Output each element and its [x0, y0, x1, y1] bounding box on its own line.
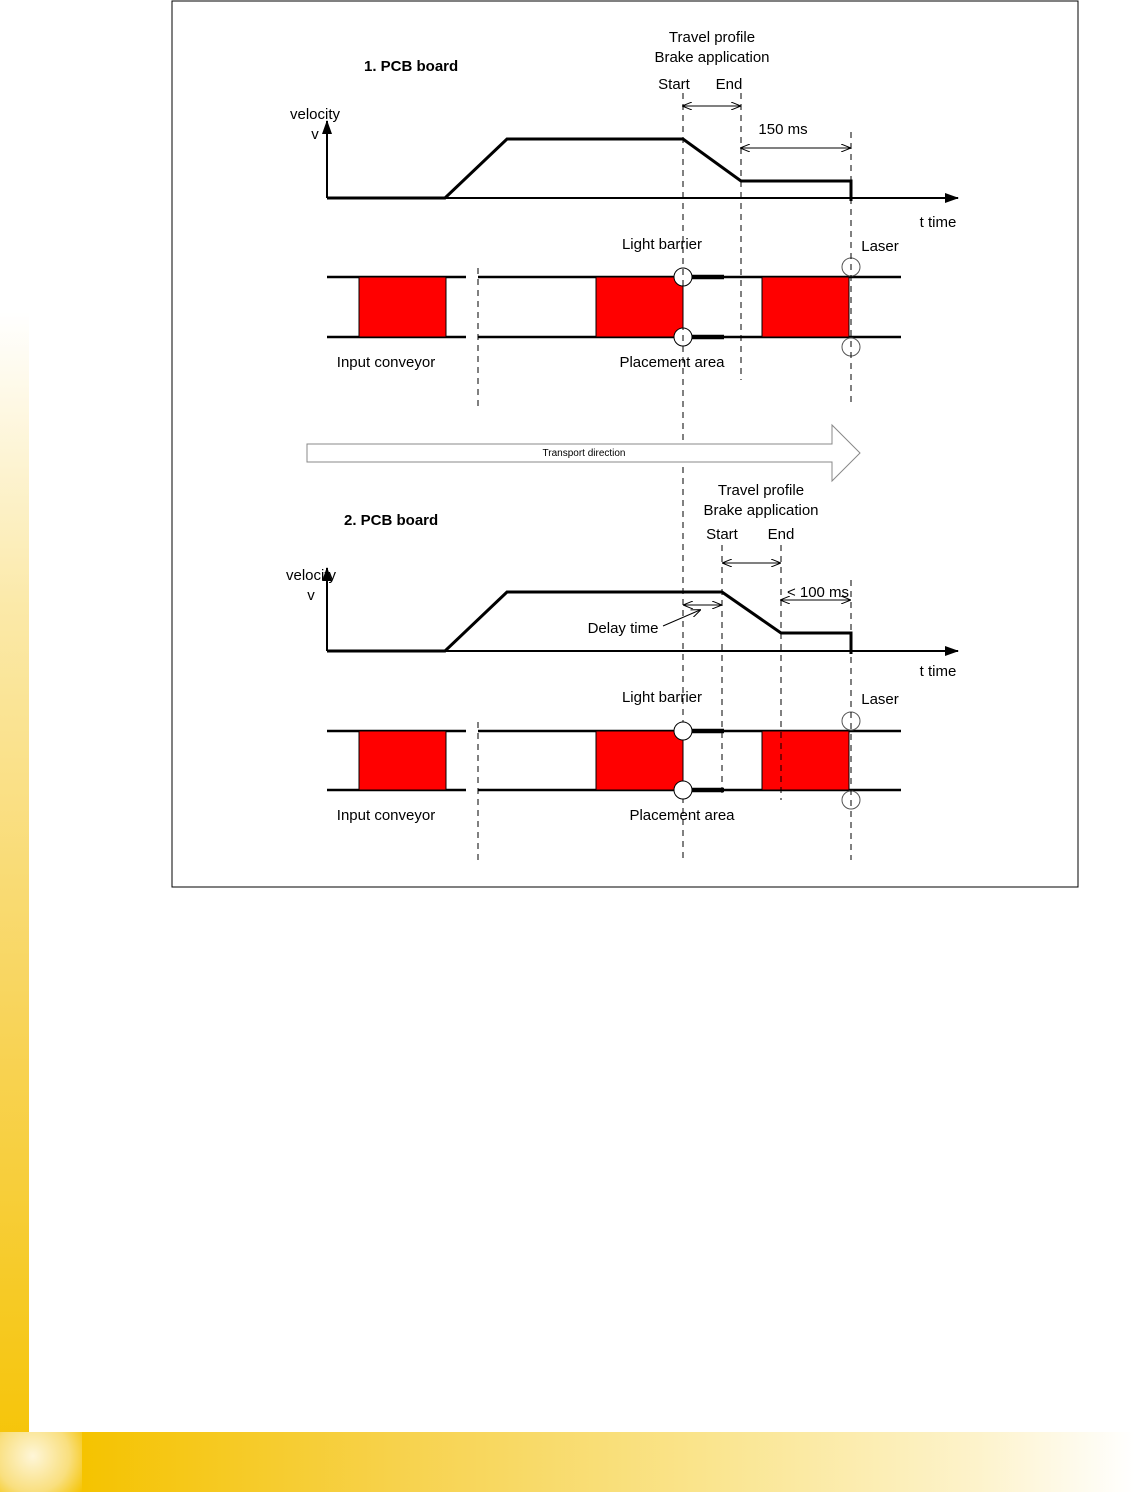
- section-2-delay-label: Delay time: [587, 620, 659, 637]
- section-1-y-axis-symbol: v: [311, 126, 319, 143]
- bottom-corner-accent: [0, 1432, 82, 1492]
- transport-direction-label: Transport direction: [542, 448, 626, 459]
- section-2-profile-title: Travel profile: [717, 482, 805, 499]
- section-2-pcb-input: [359, 731, 446, 790]
- section-1-x-axis-label: t time: [919, 214, 957, 231]
- section-1-timing-label: 150 ms: [758, 121, 808, 138]
- section-1-light-barrier-label: Light barrier: [621, 236, 703, 253]
- section-2-light-barrier-sensor-bottom: [674, 781, 692, 799]
- section-1-input-conveyor-label: Input conveyor: [336, 354, 436, 371]
- section-2-start-label: Start: [706, 526, 738, 543]
- section-2-timing-label: < 100 ms: [786, 584, 850, 601]
- section-2-light-barrier-sensor-top: [674, 722, 692, 740]
- section-2-end-label: End: [767, 526, 795, 543]
- section-2-profile-subtitle: Brake application: [703, 502, 819, 519]
- section-1-placement-area-label: Placement area: [619, 354, 725, 371]
- section-1-y-axis-label: velocity: [289, 106, 341, 123]
- section-1-profile-subtitle: Brake application: [654, 49, 770, 66]
- section-1-pcb-placement: [596, 277, 683, 337]
- section-2-placement-area-label: Placement area: [629, 807, 735, 824]
- bottom-accent-bar: [82, 1432, 1135, 1492]
- section-1-end-label: End: [715, 76, 743, 93]
- section-2-pcb-placement: [596, 731, 683, 790]
- section-2-light-barrier-label: Light barrier: [621, 689, 703, 706]
- section-2-pcb-laser: [762, 731, 849, 790]
- section-1-profile-title: Travel profile: [668, 29, 756, 46]
- section-1-start-label: Start: [658, 76, 690, 93]
- section-1-laser-label: Laser: [861, 238, 899, 255]
- section-2-title: 2. PCB board: [344, 512, 439, 529]
- section-1-pcb-input: [359, 277, 446, 337]
- section-1-pcb-laser: [762, 277, 849, 337]
- section-2-laser-label: Laser: [861, 691, 899, 708]
- section-2-input-conveyor-label: Input conveyor: [336, 807, 436, 824]
- section-2-y-axis-symbol: v: [307, 587, 315, 604]
- section-2-y-axis-label: velocity: [285, 567, 337, 584]
- section-2-x-axis-label: t time: [919, 663, 957, 680]
- section-1-title: 1. PCB board: [364, 58, 459, 75]
